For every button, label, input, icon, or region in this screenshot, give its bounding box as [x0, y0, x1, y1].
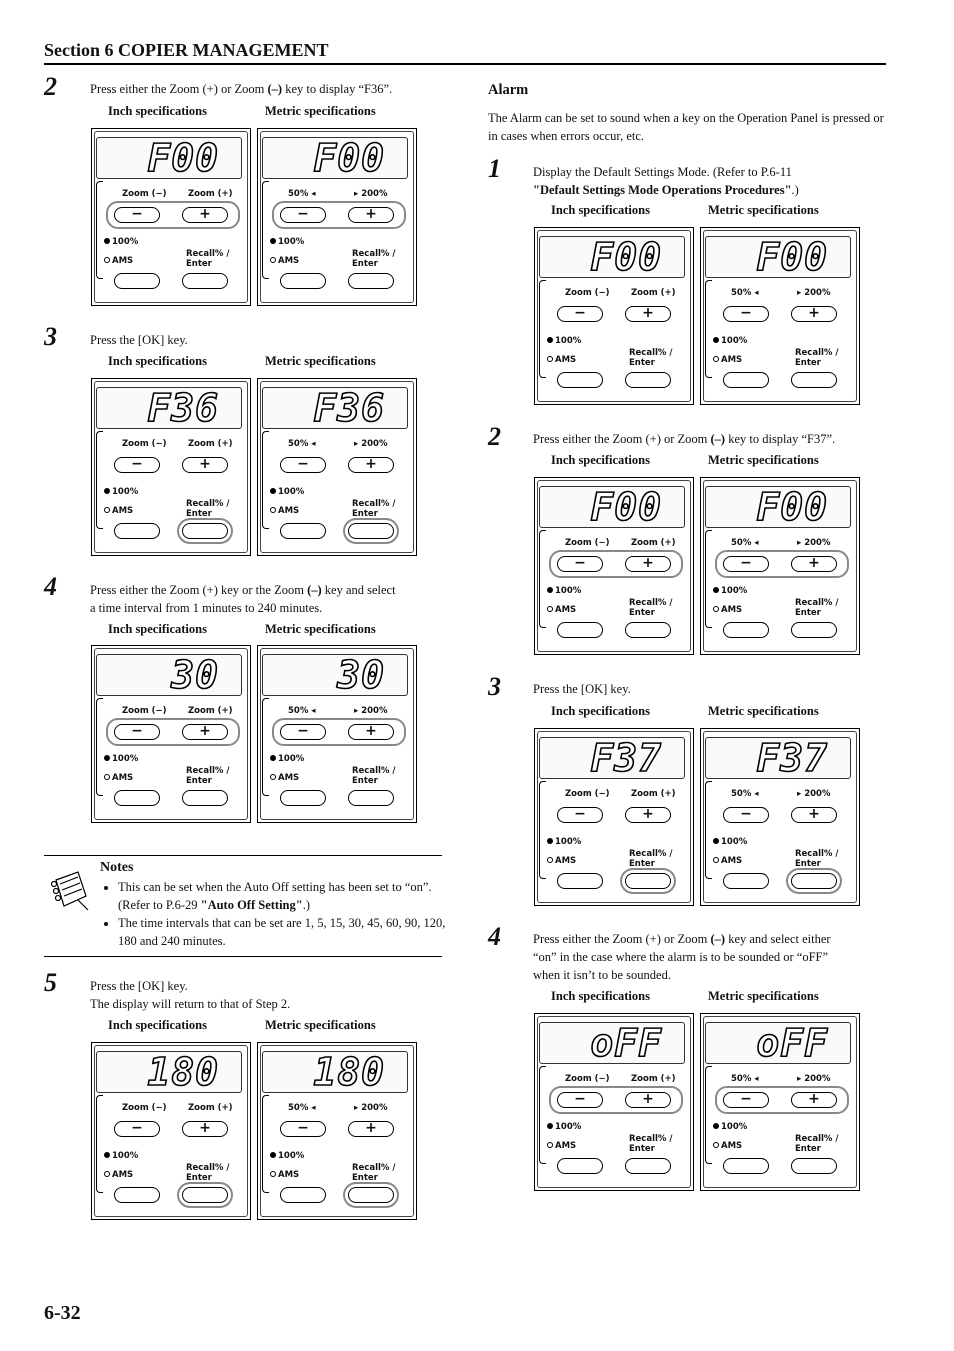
step-instruction: Display the Default Settings Mode. (Refer to P.6-11 "Default Settings Mode Operations Procedures".): [533, 165, 799, 197]
zoom-minus-label: Zoom (−): [565, 789, 610, 799]
recall-enter-label: Recall% / Enter: [795, 598, 839, 618]
zoom-minus-button[interactable]: −: [557, 556, 603, 572]
zoom-plus-label: ▸ 200%: [797, 789, 831, 799]
led-indicator-icon: [713, 838, 719, 844]
lcd-display: [539, 236, 685, 278]
zoom-plus-button[interactable]: +: [791, 306, 837, 322]
zoom-minus-button[interactable]: −: [557, 1092, 603, 1108]
led-indicator-icon: [270, 774, 276, 780]
indicator-bracket: [539, 1066, 546, 1164]
led-100-label: 100%: [104, 487, 138, 497]
zoom-plus-label: ▸ 200%: [354, 439, 388, 449]
lcd-readout: 180: [147, 1050, 219, 1094]
ams-button[interactable]: [557, 873, 603, 889]
zoom-plus-label: Zoom (+): [631, 538, 676, 548]
lcd-readout: F00: [590, 235, 662, 279]
note-item: • The time intervals that can be set are 1, 5, 15, 30, 45, 60, 90, 120, 180 and 240 minutes.: [118, 914, 458, 950]
zoom-plus-button[interactable]: +: [625, 556, 671, 572]
inch-spec-label: Inch specifications: [108, 1018, 207, 1032]
led-ams-label: AMS: [713, 856, 742, 866]
zoom-minus-label: 50% ◂: [288, 189, 316, 199]
recall-enter-label: Recall% / Enter: [629, 1134, 673, 1154]
lcd-display: [705, 1022, 851, 1064]
indicator-bracket: [96, 431, 103, 529]
zoom-minus-label: 50% ◂: [731, 789, 759, 799]
led-ams-label: AMS: [270, 506, 299, 516]
led-indicator-icon: [270, 257, 276, 263]
zoom-minus-button[interactable]: −: [557, 306, 603, 322]
indicator-bracket: [539, 530, 546, 628]
led-indicator-icon: [547, 857, 553, 863]
zoom-plus-label: ▸ 200%: [797, 288, 831, 298]
led-indicator-icon: [104, 507, 110, 513]
zoom-minus-label: Zoom (−): [565, 288, 610, 298]
step-instruction: Press the [OK] key.: [533, 682, 631, 696]
lcd-readout: 30: [337, 653, 385, 697]
notes-box: [44, 855, 446, 957]
lcd-display: [96, 1051, 242, 1093]
zoom-plus-label: Zoom (+): [188, 706, 233, 716]
lcd-readout: F00: [756, 485, 828, 529]
led-ams-label: AMS: [547, 1141, 576, 1151]
ams-button[interactable]: [557, 1158, 603, 1174]
led-ams-label: AMS: [270, 773, 299, 783]
recall-enter-label: Recall% / Enter: [352, 499, 396, 519]
lcd-readout: F37: [590, 736, 662, 780]
metric-control-panel: [257, 1042, 417, 1220]
led-ams-label: AMS: [547, 355, 576, 365]
lcd-display: [539, 486, 685, 528]
zoom-minus-label: 50% ◂: [288, 439, 316, 449]
zoom-minus-label: Zoom (−): [565, 538, 610, 548]
enter-button[interactable]: [182, 790, 228, 806]
zoom-plus-button[interactable]: +: [348, 724, 394, 740]
led-indicator-icon: [547, 838, 553, 844]
metric-spec-label: Metric specifications: [265, 622, 376, 636]
led-indicator-icon: [713, 356, 719, 362]
zoom-plus-label: Zoom (+): [631, 1074, 676, 1084]
zoom-minus-label: Zoom (−): [122, 1103, 167, 1113]
alarm-intro: The Alarm can be set to sound when a key on the Operation Panel is pressed or in cases when errors occur, etc.: [488, 111, 884, 143]
zoom-minus-label: Zoom (−): [122, 189, 167, 199]
metric-spec-label: Metric specifications: [708, 453, 819, 467]
indicator-bracket: [705, 1066, 712, 1164]
metric-spec-label: Metric specifications: [708, 203, 819, 217]
inch-control-panel: [534, 227, 694, 405]
inch-spec-label: Inch specifications: [551, 453, 650, 467]
step-number: 2: [488, 422, 501, 451]
zoom-minus-label: Zoom (−): [122, 439, 167, 449]
zoom-minus-label: 50% ◂: [731, 538, 759, 548]
lcd-display: [96, 654, 242, 696]
led-100-label: 100%: [713, 336, 747, 346]
zoom-plus-button[interactable]: +: [182, 207, 228, 223]
lcd-readout: F37: [756, 736, 828, 780]
ams-button[interactable]: [280, 523, 326, 539]
enter-button[interactable]: [182, 1187, 228, 1203]
led-indicator-icon: [713, 606, 719, 612]
indicator-bracket: [539, 280, 546, 378]
ams-button[interactable]: [557, 622, 603, 638]
step-instruction: Press the [OK] key. The display will return to that of Step 2.: [90, 979, 291, 1011]
lcd-display: [262, 1051, 408, 1093]
lcd-display: [705, 236, 851, 278]
indicator-bracket: [539, 781, 546, 879]
zoom-plus-button[interactable]: +: [791, 1092, 837, 1108]
lcd-display: [96, 387, 242, 429]
metric-spec-label: Metric specifications: [265, 104, 376, 118]
led-100-label: 100%: [104, 237, 138, 247]
zoom-minus-label: 50% ◂: [288, 1103, 316, 1113]
indicator-bracket: [96, 1095, 103, 1193]
lcd-readout: 180: [313, 1050, 385, 1094]
led-indicator-icon: [104, 238, 110, 244]
recall-enter-label: Recall% / Enter: [352, 249, 396, 269]
ams-button[interactable]: [723, 622, 769, 638]
enter-button[interactable]: [625, 1158, 671, 1174]
enter-button[interactable]: [182, 523, 228, 539]
led-ams-label: AMS: [713, 355, 742, 365]
recall-enter-label: Recall% / Enter: [186, 249, 230, 269]
recall-enter-label: Recall% / Enter: [629, 348, 673, 368]
step-number: 3: [44, 322, 57, 351]
led-ams-label: AMS: [104, 1170, 133, 1180]
zoom-plus-label: Zoom (+): [188, 189, 233, 199]
led-indicator-icon: [104, 1152, 110, 1158]
zoom-minus-button[interactable]: −: [723, 556, 769, 572]
ams-button[interactable]: [723, 873, 769, 889]
step-instruction: Press either the Zoom (+) key or the Zoom (–) key and select a time interval from 1 minutes to 240 minutes.: [90, 583, 396, 615]
enter-button[interactable]: [348, 273, 394, 289]
indicator-bracket: [705, 530, 712, 628]
recall-enter-label: Recall% / Enter: [352, 766, 396, 786]
step-number: 5: [44, 968, 57, 997]
notepad-icon: [48, 866, 92, 914]
lcd-display: [262, 137, 408, 179]
zoom-plus-label: ▸ 200%: [354, 706, 388, 716]
metric-control-panel: [257, 378, 417, 556]
inch-spec-label: Inch specifications: [108, 354, 207, 368]
zoom-minus-button[interactable]: −: [723, 1092, 769, 1108]
zoom-plus-label: ▸ 200%: [354, 1103, 388, 1113]
led-indicator-icon: [270, 1171, 276, 1177]
lcd-readout: F36: [147, 386, 219, 430]
ams-button[interactable]: [280, 1187, 326, 1203]
indicator-bracket: [262, 698, 269, 796]
page-number: 6-32: [44, 1302, 81, 1324]
led-indicator-icon: [104, 488, 110, 494]
inch-control-panel: [534, 1013, 694, 1191]
metric-spec-label: Metric specifications: [265, 1018, 376, 1032]
ams-button[interactable]: [114, 523, 160, 539]
inch-spec-label: Inch specifications: [108, 104, 207, 118]
enter-button[interactable]: [348, 523, 394, 539]
led-100-label: 100%: [547, 1122, 581, 1132]
zoom-minus-button[interactable]: −: [114, 1121, 160, 1137]
led-indicator-icon: [713, 1123, 719, 1129]
led-100-label: 100%: [547, 336, 581, 346]
enter-button[interactable]: [625, 873, 671, 889]
zoom-minus-label: Zoom (−): [565, 1074, 610, 1084]
zoom-plus-label: Zoom (+): [631, 288, 676, 298]
led-100-label: 100%: [270, 754, 304, 764]
zoom-plus-label: ▸ 200%: [797, 1074, 831, 1084]
recall-enter-label: Recall% / Enter: [186, 1163, 230, 1183]
recall-enter-label: Recall% / Enter: [795, 849, 839, 869]
led-100-label: 100%: [547, 586, 581, 596]
zoom-plus-button[interactable]: +: [348, 457, 394, 473]
led-ams-label: AMS: [104, 506, 133, 516]
step-number: 2: [44, 72, 57, 101]
enter-button[interactable]: [791, 622, 837, 638]
enter-button[interactable]: [791, 1158, 837, 1174]
led-indicator-icon: [547, 587, 553, 593]
indicator-bracket: [262, 1095, 269, 1193]
led-indicator-icon: [270, 507, 276, 513]
zoom-minus-label: 50% ◂: [288, 706, 316, 716]
zoom-plus-button[interactable]: +: [791, 807, 837, 823]
zoom-plus-button[interactable]: +: [182, 724, 228, 740]
lcd-display: [262, 387, 408, 429]
lcd-readout: F00: [590, 485, 662, 529]
ams-button[interactable]: [114, 790, 160, 806]
indicator-bracket: [262, 431, 269, 529]
step-instruction: Press either the Zoom (+) or Zoom (–) key to display “F36”.: [90, 82, 393, 96]
led-100-label: 100%: [104, 1151, 138, 1161]
lcd-display: [262, 654, 408, 696]
led-indicator-icon: [270, 488, 276, 494]
led-100-label: 100%: [270, 237, 304, 247]
led-ams-label: AMS: [104, 773, 133, 783]
lcd-display: [96, 137, 242, 179]
step-number: 4: [488, 922, 501, 951]
metric-control-panel: [257, 645, 417, 823]
led-ams-label: AMS: [547, 605, 576, 615]
zoom-minus-label: 50% ◂: [731, 288, 759, 298]
indicator-bracket: [705, 781, 712, 879]
zoom-minus-button[interactable]: −: [114, 207, 160, 223]
led-indicator-icon: [104, 755, 110, 761]
metric-control-panel: [700, 227, 860, 405]
led-indicator-icon: [547, 356, 553, 362]
inch-spec-label: Inch specifications: [551, 989, 650, 1003]
led-indicator-icon: [104, 257, 110, 263]
inch-control-panel: [534, 477, 694, 655]
zoom-plus-button[interactable]: +: [348, 1121, 394, 1137]
recall-enter-label: Recall% / Enter: [629, 598, 673, 618]
led-100-label: 100%: [547, 837, 581, 847]
led-ams-label: AMS: [713, 605, 742, 615]
led-100-label: 100%: [713, 586, 747, 596]
led-100-label: 100%: [713, 1122, 747, 1132]
led-ams-label: AMS: [547, 856, 576, 866]
led-indicator-icon: [104, 774, 110, 780]
section-header: Section 6 COPIER MANAGEMENT: [44, 40, 886, 65]
inch-control-panel: [91, 378, 251, 556]
ams-button[interactable]: [723, 372, 769, 388]
indicator-bracket: [96, 181, 103, 279]
zoom-plus-label: ▸ 200%: [797, 538, 831, 548]
inch-control-panel: [534, 728, 694, 906]
zoom-minus-button[interactable]: −: [280, 1121, 326, 1137]
inch-spec-label: Inch specifications: [551, 203, 650, 217]
lcd-display: [539, 1022, 685, 1064]
ams-button[interactable]: [723, 1158, 769, 1174]
lcd-readout: F00: [313, 136, 385, 180]
led-100-label: 100%: [270, 487, 304, 497]
led-ams-label: AMS: [270, 256, 299, 266]
lcd-readout: oFF: [756, 1021, 828, 1065]
zoom-plus-label: Zoom (+): [631, 789, 676, 799]
alarm-heading: Alarm: [488, 82, 529, 98]
led-indicator-icon: [547, 337, 553, 343]
metric-control-panel: [257, 128, 417, 306]
led-indicator-icon: [270, 238, 276, 244]
zoom-minus-button[interactable]: −: [114, 724, 160, 740]
recall-enter-label: Recall% / Enter: [186, 766, 230, 786]
indicator-bracket: [262, 181, 269, 279]
led-indicator-icon: [547, 1142, 553, 1148]
metric-spec-label: Metric specifications: [265, 354, 376, 368]
led-100-label: 100%: [713, 837, 747, 847]
zoom-plus-button[interactable]: +: [625, 807, 671, 823]
indicator-bracket: [96, 698, 103, 796]
step-number: 3: [488, 672, 501, 701]
metric-control-panel: [700, 1013, 860, 1191]
lcd-readout: 30: [171, 653, 219, 697]
zoom-minus-button[interactable]: −: [723, 306, 769, 322]
led-100-label: 100%: [104, 754, 138, 764]
ams-button[interactable]: [280, 273, 326, 289]
led-100-label: 100%: [270, 1151, 304, 1161]
led-indicator-icon: [713, 857, 719, 863]
lcd-readout: F36: [313, 386, 385, 430]
led-indicator-icon: [547, 606, 553, 612]
inch-spec-label: Inch specifications: [551, 704, 650, 718]
ams-button[interactable]: [557, 372, 603, 388]
step-instruction: Press either the Zoom (+) or Zoom (–) key and select either “on” in the case where the alarm is to be sounded or “oFF” when it isn’t to be sounded.: [533, 932, 831, 982]
enter-button[interactable]: [625, 622, 671, 638]
zoom-plus-button[interactable]: +: [348, 207, 394, 223]
step-number: 4: [44, 572, 57, 601]
led-ams-label: AMS: [104, 256, 133, 266]
enter-button[interactable]: [791, 873, 837, 889]
lcd-display: [705, 486, 851, 528]
notes-title: Notes: [100, 860, 134, 875]
recall-enter-label: Recall% / Enter: [795, 348, 839, 368]
inch-spec-label: Inch specifications: [108, 622, 207, 636]
ams-button[interactable]: [114, 273, 160, 289]
lcd-readout: oFF: [590, 1021, 662, 1065]
zoom-minus-label: 50% ◂: [731, 1074, 759, 1084]
metric-control-panel: [700, 477, 860, 655]
recall-enter-label: Recall% / Enter: [795, 1134, 839, 1154]
led-indicator-icon: [104, 1171, 110, 1177]
lcd-readout: F00: [147, 136, 219, 180]
zoom-minus-button[interactable]: −: [280, 207, 326, 223]
led-ams-label: AMS: [270, 1170, 299, 1180]
enter-button[interactable]: [791, 372, 837, 388]
lcd-display: [705, 737, 851, 779]
zoom-minus-button[interactable]: −: [723, 807, 769, 823]
zoom-plus-label: Zoom (+): [188, 439, 233, 449]
inch-control-panel: [91, 1042, 251, 1220]
led-indicator-icon: [270, 1152, 276, 1158]
lcd-readout: F00: [756, 235, 828, 279]
step-instruction: Press either the Zoom (+) or Zoom (–) key to display “F37”.: [533, 432, 836, 446]
metric-control-panel: [700, 728, 860, 906]
ams-button[interactable]: [280, 790, 326, 806]
enter-button[interactable]: [182, 273, 228, 289]
step-number: 1: [488, 154, 501, 183]
enter-button[interactable]: [348, 790, 394, 806]
zoom-minus-button[interactable]: −: [280, 724, 326, 740]
zoom-minus-label: Zoom (−): [122, 706, 167, 716]
indicator-bracket: [705, 280, 712, 378]
inch-control-panel: [91, 128, 251, 306]
zoom-minus-button[interactable]: −: [114, 457, 160, 473]
zoom-plus-button[interactable]: +: [182, 1121, 228, 1137]
enter-button[interactable]: [625, 372, 671, 388]
zoom-plus-label: Zoom (+): [188, 1103, 233, 1113]
metric-spec-label: Metric specifications: [708, 704, 819, 718]
led-indicator-icon: [547, 1123, 553, 1129]
enter-button[interactable]: [348, 1187, 394, 1203]
zoom-plus-button[interactable]: +: [625, 306, 671, 322]
note-item: • This can be set when the Auto Off setting has been set to “on”. (Refer to P.6-29 "Auto Off Setting".): [118, 878, 458, 914]
led-indicator-icon: [713, 1142, 719, 1148]
ams-button[interactable]: [114, 1187, 160, 1203]
led-indicator-icon: [713, 337, 719, 343]
led-ams-label: AMS: [713, 1141, 742, 1151]
led-indicator-icon: [270, 755, 276, 761]
recall-enter-label: Recall% / Enter: [186, 499, 230, 519]
step-instruction: Press the [OK] key.: [90, 333, 188, 347]
zoom-plus-label: ▸ 200%: [354, 189, 388, 199]
zoom-plus-button[interactable]: +: [182, 457, 228, 473]
inch-control-panel: [91, 645, 251, 823]
lcd-display: [539, 737, 685, 779]
zoom-plus-button[interactable]: +: [625, 1092, 671, 1108]
zoom-minus-button[interactable]: −: [557, 807, 603, 823]
recall-enter-label: Recall% / Enter: [352, 1163, 396, 1183]
metric-spec-label: Metric specifications: [708, 989, 819, 1003]
zoom-minus-button[interactable]: −: [280, 457, 326, 473]
recall-enter-label: Recall% / Enter: [629, 849, 673, 869]
led-indicator-icon: [713, 587, 719, 593]
zoom-plus-button[interactable]: +: [791, 556, 837, 572]
